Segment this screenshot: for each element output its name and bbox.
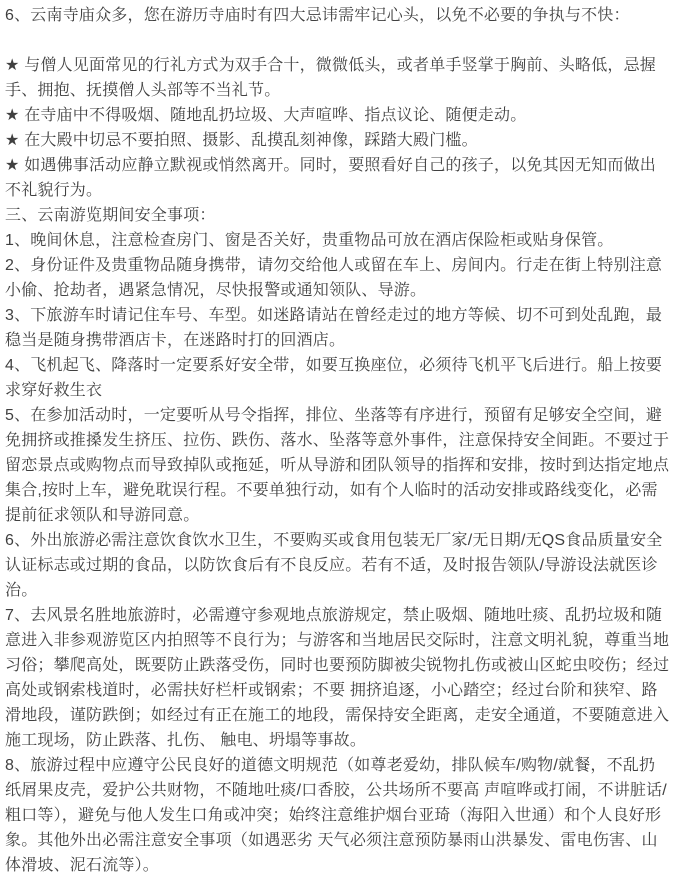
section-heading-safety: 三、云南游览期间安全事项： [5, 207, 216, 224]
paragraph-safety-7-scenic-spots: 7、去风景名胜地旅游时，必需遵守参观地点旅游规定，禁止吸烟、随地吐痰、乱扔垃圾和随意进入非参观游览区内拍照等不良行为；与游客和当地居民交际时，注意文明礼貌，尊重当地习俗；攀爬高处，既要防止跌落受伤，同时也要预防脚被尖锐物扎伤或被山区蛇虫咬伤；经过高处或钢索栈道时，必需扶好栏杆或钢索；不要 拥挤追逐，小心踏空；经过台阶和狭窄、路滑地段，谨防跌倒；如经过有正在施工的地段，需保持安全距离，走安全通道，不要随意进入施工现场，防止跌落、扎伤、 触电、坍塌等事故。 [5, 607, 670, 749]
paragraph-safety-8-civic-conduct: 8、旅游过程中应遵守公民良好的道德文明规范（如尊老爱幼，排队候车/购物/就餐，不乱扔纸屑果皮壳，爱护公共财物，不随地吐痰/口香胶，公共场所不要高 声喧哗或打闹，不讲脏话/粗口等），避免与他人发生口角或冲突；始终注意维护烟台亚琦（海阳入世通）和个人良好形象。其他外出必需注意安全事项（如遇恶劣 天气必须注意预防暴雨山洪暴发、雷电伤害、山体滑坡、泥石流等）。 [5, 757, 667, 874]
bullet-taboo-main-hall: ★ 在大殿中切忌不要拍照、摄影、乱摸乱刻神像，踩踏大殿门槛。 [5, 132, 478, 149]
paragraph-safety-5-activities: 5、在参加活动时，一定要听从号令指挥，排位、坐落等有序进行，预留有足够安全空间，避免拥挤或推搡发生挤压、拉伤、跌伤、落水、坠落等意外事件，注意保持安全间距。不要过于留恋景点或购物点而导致掉队或拖延，听从导游和团队领导的指挥和安排，按时到达指定地点集合,按时上车，避免耽误行程。不要单独行动，如有个人临时的活动安排或路线变化，必需提前征求领队和导游同意。 [5, 407, 670, 524]
bullet-taboo-buddhist-ceremony: ★ 如遇佛事活动应静立默视或悄然离开。同时，要照看好自己的孩子，以免其因无知而做出不礼貌行为。 [5, 157, 656, 199]
bullet-taboo-monk-greeting: ★ 与僧人见面常见的行礼方式为双手合十，微微低头，或者单手竖掌于胸前、头略低，忌握手、拥抱、抚摸僧人头部等不当礼节。 [5, 57, 656, 99]
paragraph-safety-2-valuables: 2、身份证件及贵重物品随身携带，请勿交给他人或留在车上、房间内。行走在街上特别注意小偷、抢劫者，遇紧急情况，尽快报警或通知领队、导游。 [5, 257, 663, 299]
paragraph-temple-intro: 6、云南寺庙众多，您在游历寺庙时有四大忌讳需牢记心头，以免不必要的争执与不快： [5, 7, 630, 24]
paragraph-safety-3-bus: 3、下旅游车时请记住车号、车型。如迷路请站在曾经走过的地方等候、切不可到处乱跑，最稳当是随身携带酒店卡，在迷路时打的回酒店。 [5, 307, 663, 349]
paragraph-safety-6-food-hygiene: 6、外出旅游必需注意饮食饮水卫生，不要购买或食用包装无厂家/无日期/无QS食品质量安全认证标志或过期的食品，以防饮食后有不良反应。若有不适，及时报告领队/导游设法就医诊治。 [5, 532, 663, 599]
paragraph-safety-1-hotel: 1、晚间休息，注意检查房门、窗是否关好，贵重物品可放在酒店保险柜或贴身保管。 [5, 232, 614, 249]
bullet-taboo-temple-behavior: ★ 在寺庙中不得吸烟、随地乱扔垃圾、大声喧哗、指点议论、随便走动。 [5, 107, 527, 124]
paragraph-safety-4-plane-boat: 4、飞机起飞、降落时一定要系好安全带，如要互换座位，必须待飞机平飞后进行。船上按要求穿好救生衣 [5, 357, 663, 399]
